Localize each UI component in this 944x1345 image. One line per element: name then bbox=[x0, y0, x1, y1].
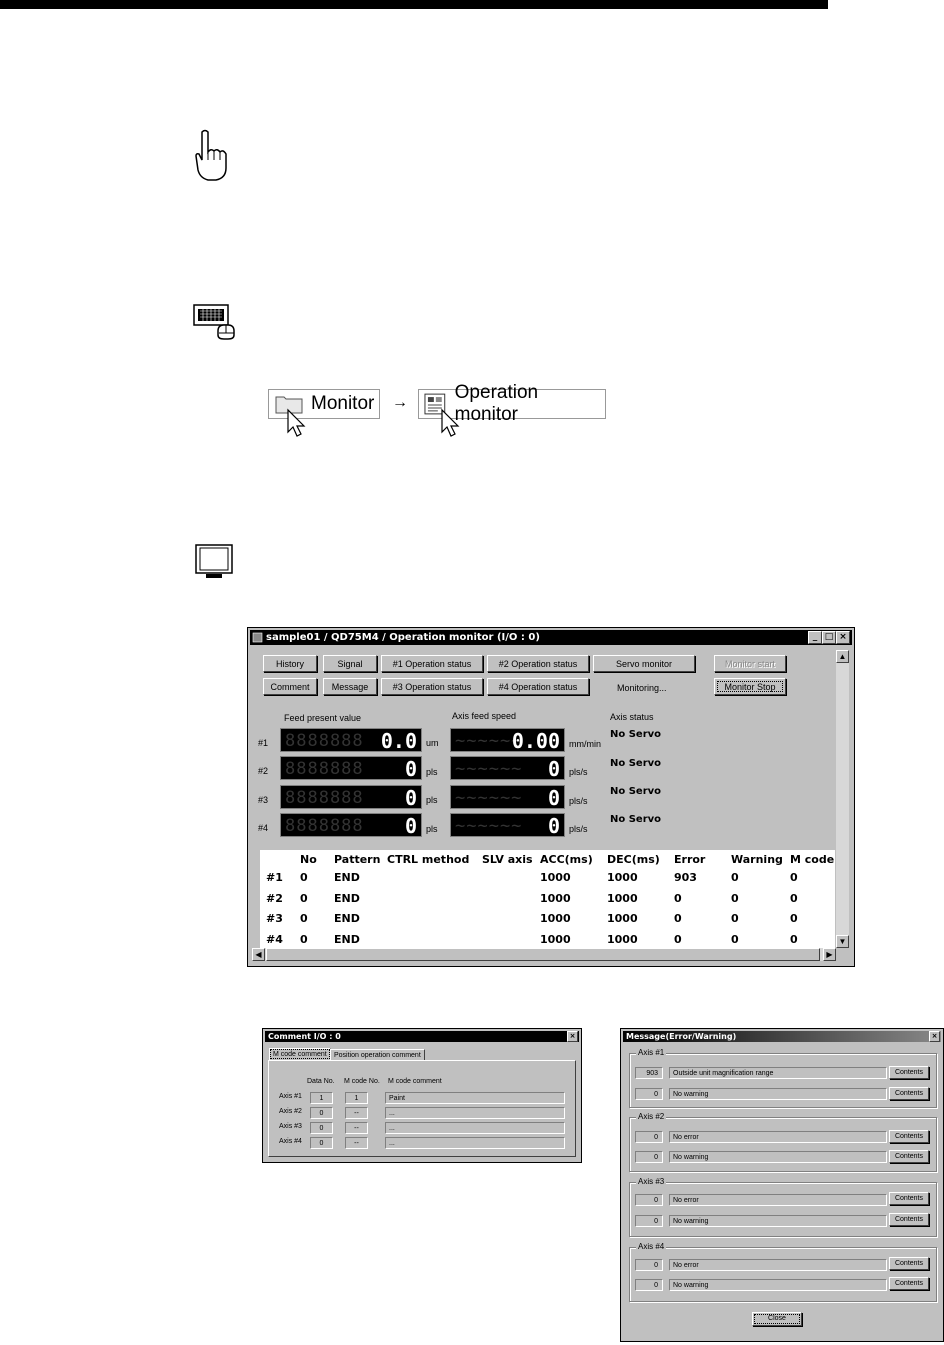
mcode-cell: 0 bbox=[790, 892, 798, 905]
warning-code-field: 0 bbox=[635, 1151, 663, 1163]
operation-monitor-window bbox=[247, 627, 855, 967]
contents-button[interactable]: Contents bbox=[889, 1257, 929, 1270]
feed-unit: pls bbox=[426, 795, 438, 805]
axis-status-label: Axis status bbox=[610, 712, 654, 722]
no-cell: 0 bbox=[300, 892, 308, 905]
mcode-comment-field[interactable]: ... bbox=[385, 1122, 565, 1134]
contents-button[interactable]: Contents bbox=[889, 1087, 929, 1100]
axis-label: Axis #2 bbox=[279, 1108, 302, 1115]
speed-unit: pls/s bbox=[569, 796, 588, 806]
window-titlebar bbox=[250, 630, 852, 645]
warning-cell: 0 bbox=[731, 912, 739, 925]
close-button[interactable]: × bbox=[567, 1031, 578, 1042]
scroll-down-button[interactable]: ▼ bbox=[836, 935, 849, 948]
monitor-menu-label: Monitor bbox=[311, 393, 375, 414]
warning-text-field: No warning bbox=[669, 1088, 887, 1100]
operation-monitor-menu-label: Operation monitor bbox=[454, 382, 539, 425]
scroll-right-button[interactable]: ▶ bbox=[823, 948, 836, 961]
mcode-no-header: M code No. bbox=[344, 1078, 380, 1085]
dec-cell: 1000 bbox=[607, 912, 638, 925]
column-header: SLV axis bbox=[482, 853, 533, 866]
axis-2-group bbox=[629, 1112, 937, 1172]
warning-cell: 0 bbox=[731, 933, 739, 946]
axis-label: #1 bbox=[258, 738, 269, 748]
axis-status-value: No Servo bbox=[610, 814, 662, 825]
servo-monitor-button[interactable]: Servo monitor bbox=[593, 655, 695, 672]
feed-present-value-display: 8888888 0 bbox=[280, 785, 422, 809]
mcode-comment-field[interactable]: Paint bbox=[385, 1092, 565, 1104]
mouse-cursor-icon bbox=[440, 408, 462, 438]
minimize-button[interactable]: _ bbox=[808, 631, 822, 644]
contents-button[interactable]: Contents bbox=[889, 1130, 929, 1143]
message-button[interactable]: Message bbox=[323, 678, 377, 695]
speed-unit: mm/min bbox=[569, 739, 601, 749]
pattern-cell: END bbox=[334, 892, 360, 905]
dec-cell: 1000 bbox=[607, 892, 638, 905]
no-cell: 0 bbox=[300, 912, 308, 925]
column-header: M code bbox=[790, 853, 835, 866]
tab-mcode-comment[interactable]: M code comment bbox=[269, 1048, 331, 1060]
axis-feed-speed-display: ~~~~~~ 0 bbox=[450, 756, 565, 780]
warning-cell: 0 bbox=[731, 892, 739, 905]
monitor-stop-button[interactable]: Monitor Stop bbox=[714, 678, 786, 695]
warning-code-field: 0 bbox=[635, 1279, 663, 1291]
feed-present-value-display: 8888888 0 bbox=[280, 813, 422, 837]
row-axis-cell: #2 bbox=[266, 892, 283, 905]
axis-label: Axis #4 bbox=[279, 1138, 302, 1145]
pattern-cell: END bbox=[334, 871, 360, 884]
axis-label: Axis #3 bbox=[279, 1123, 302, 1130]
axis-4-group bbox=[629, 1242, 937, 1302]
close-dialog-button[interactable]: Close bbox=[752, 1312, 802, 1326]
speed-unit: pls/s bbox=[569, 824, 588, 834]
monitor-start-button[interactable]: Monitor start bbox=[714, 655, 786, 672]
column-header: DEC(ms) bbox=[607, 853, 660, 866]
data-no-field[interactable]: 1 bbox=[310, 1092, 333, 1104]
column-header: CTRL method bbox=[387, 853, 470, 866]
error-code-field: 0 bbox=[635, 1259, 663, 1271]
column-header: No bbox=[300, 853, 317, 866]
row-axis-cell: #3 bbox=[266, 912, 283, 925]
data-no-field[interactable]: 0 bbox=[310, 1107, 333, 1119]
acc-cell: 1000 bbox=[540, 933, 571, 946]
op2-status-button[interactable]: #2 Operation status bbox=[487, 655, 589, 672]
contents-button[interactable]: Contents bbox=[889, 1277, 929, 1290]
dialog-title: Comment I/O : 0 bbox=[268, 1032, 341, 1041]
axis-label: Axis #1 bbox=[279, 1093, 302, 1100]
error-cell: 0 bbox=[674, 912, 682, 925]
comment-button[interactable]: Comment bbox=[263, 678, 317, 695]
contents-button[interactable]: Contents bbox=[889, 1066, 929, 1079]
no-cell: 0 bbox=[300, 871, 308, 884]
mcode-no-field[interactable]: 1 bbox=[345, 1092, 368, 1104]
op1-status-button[interactable]: #1 Operation status bbox=[381, 655, 483, 672]
axis-label: #4 bbox=[258, 823, 269, 833]
tab-position-operation-comment[interactable]: Position operation comment bbox=[330, 1049, 425, 1061]
contents-button[interactable]: Contents bbox=[889, 1192, 929, 1205]
mcode-cell: 0 bbox=[790, 871, 798, 884]
data-no-field[interactable]: 0 bbox=[310, 1137, 333, 1149]
warning-code-field: 0 bbox=[635, 1088, 663, 1100]
window-title: sample01 / QD75M4 / Operation monitor (I/O : 0) bbox=[266, 632, 540, 643]
error-code-field: 0 bbox=[635, 1131, 663, 1143]
feed-unit: um bbox=[426, 738, 439, 748]
warning-text-field: No warning bbox=[669, 1279, 887, 1291]
scroll-left-button[interactable]: ◀ bbox=[252, 948, 265, 961]
group-label: Axis #1 bbox=[638, 1048, 665, 1057]
signal-button[interactable]: Signal bbox=[323, 655, 377, 672]
no-cell: 0 bbox=[300, 933, 308, 946]
column-header: ACC(ms) bbox=[540, 853, 593, 866]
data-no-header: Data No. bbox=[307, 1078, 335, 1085]
scroll-up-button[interactable]: ▲ bbox=[836, 650, 849, 663]
dialog-titlebar bbox=[623, 1031, 941, 1042]
column-header: Pattern bbox=[334, 853, 381, 866]
dec-cell: 1000 bbox=[607, 871, 638, 884]
speed-unit: pls/s bbox=[569, 767, 588, 777]
scroll-thumb[interactable] bbox=[266, 948, 820, 961]
error-text-field: Outside unit magnification range bbox=[669, 1067, 887, 1079]
maximize-button[interactable]: □ bbox=[822, 631, 836, 644]
warning-text-field: No warning bbox=[669, 1215, 887, 1227]
acc-cell: 1000 bbox=[540, 892, 571, 905]
group-label: Axis #2 bbox=[638, 1112, 665, 1121]
monitoring-status-text: Monitoring... bbox=[617, 683, 667, 693]
pointing-hand-icon bbox=[190, 128, 232, 182]
mouse-cursor-icon bbox=[286, 408, 308, 438]
mcode-cell: 0 bbox=[790, 912, 798, 925]
feed-unit: pls bbox=[426, 824, 438, 834]
warning-code-field: 0 bbox=[635, 1215, 663, 1227]
error-text-field: No error bbox=[669, 1131, 887, 1143]
vertical-scrollbar[interactable] bbox=[836, 650, 849, 948]
axis-label: #2 bbox=[258, 766, 269, 776]
feed-present-value-label: Feed present value bbox=[284, 713, 362, 723]
warning-text-field: No warning bbox=[669, 1151, 887, 1163]
op3-status-button[interactable]: #3 Operation status bbox=[381, 678, 483, 695]
axis-3-group bbox=[629, 1177, 937, 1237]
error-cell: 0 bbox=[674, 892, 682, 905]
axis-label: #3 bbox=[258, 795, 269, 805]
menu-arrow: → bbox=[392, 394, 408, 411]
history-button[interactable]: History bbox=[263, 655, 317, 672]
positioning-data-table bbox=[260, 850, 835, 948]
axis-status-value: No Servo bbox=[610, 729, 662, 740]
axis-feed-speed-label: Axis feed speed bbox=[452, 711, 517, 721]
message-dialog bbox=[620, 1028, 944, 1342]
group-label: Axis #3 bbox=[638, 1177, 665, 1186]
mcode-comment-header: M code comment bbox=[388, 1078, 442, 1085]
keyboard-mouse-icon bbox=[192, 303, 240, 341]
dialog-titlebar bbox=[265, 1031, 579, 1042]
row-axis-cell: #4 bbox=[266, 933, 283, 946]
mcode-comment-field[interactable]: ... bbox=[385, 1137, 565, 1149]
error-text-field: No error bbox=[669, 1194, 887, 1206]
axis-status-value: No Servo bbox=[610, 786, 662, 797]
error-cell: 903 bbox=[674, 871, 697, 884]
mcode-no-field[interactable]: -- bbox=[345, 1137, 368, 1149]
app-icon bbox=[252, 632, 263, 643]
close-button[interactable]: × bbox=[929, 1031, 940, 1042]
monitor-menu-button[interactable] bbox=[268, 389, 380, 419]
pattern-cell: END bbox=[334, 912, 360, 925]
op4-status-button[interactable]: #4 Operation status bbox=[487, 678, 589, 695]
contents-button[interactable]: Contents bbox=[889, 1213, 929, 1226]
pattern-cell: END bbox=[334, 933, 360, 946]
feed-present-value-display: 8888888 0.0 bbox=[280, 728, 422, 752]
feed-unit: pls bbox=[426, 767, 438, 777]
horizontal-scrollbar[interactable] bbox=[252, 948, 836, 961]
mcode-no-field[interactable]: -- bbox=[345, 1122, 368, 1134]
column-header: Warning bbox=[731, 853, 783, 866]
data-no-field[interactable]: 0 bbox=[310, 1122, 333, 1134]
dialog-title: Message(Error/Warning) bbox=[626, 1032, 737, 1041]
comment-dialog bbox=[262, 1028, 582, 1163]
error-text-field: No error bbox=[669, 1259, 887, 1271]
close-button[interactable]: × bbox=[836, 631, 850, 644]
mcode-cell: 0 bbox=[790, 933, 798, 946]
page-header-bar bbox=[0, 0, 828, 9]
row-axis-cell: #1 bbox=[266, 871, 283, 884]
warning-cell: 0 bbox=[731, 871, 739, 884]
dec-cell: 1000 bbox=[607, 933, 638, 946]
axis-status-value: No Servo bbox=[610, 758, 662, 769]
group-label: Axis #4 bbox=[638, 1242, 665, 1251]
error-code-field: 0 bbox=[635, 1194, 663, 1206]
display-screen-icon bbox=[194, 543, 234, 581]
axis-feed-speed-display: ~~~~~~ 0 bbox=[450, 785, 565, 809]
contents-button[interactable]: Contents bbox=[889, 1150, 929, 1163]
error-cell: 0 bbox=[674, 933, 682, 946]
acc-cell: 1000 bbox=[540, 871, 571, 884]
feed-present-value-display: 8888888 0 bbox=[280, 756, 422, 780]
axis-feed-speed-display: ~~~~~~ 0.00 bbox=[450, 728, 565, 752]
error-code-field: 903 bbox=[635, 1067, 663, 1079]
mcode-comment-field[interactable]: ... bbox=[385, 1107, 565, 1119]
acc-cell: 1000 bbox=[540, 912, 571, 925]
mcode-no-field[interactable]: -- bbox=[345, 1107, 368, 1119]
column-header: Error bbox=[674, 853, 706, 866]
axis-feed-speed-display: ~~~~~~ 0 bbox=[450, 813, 565, 837]
